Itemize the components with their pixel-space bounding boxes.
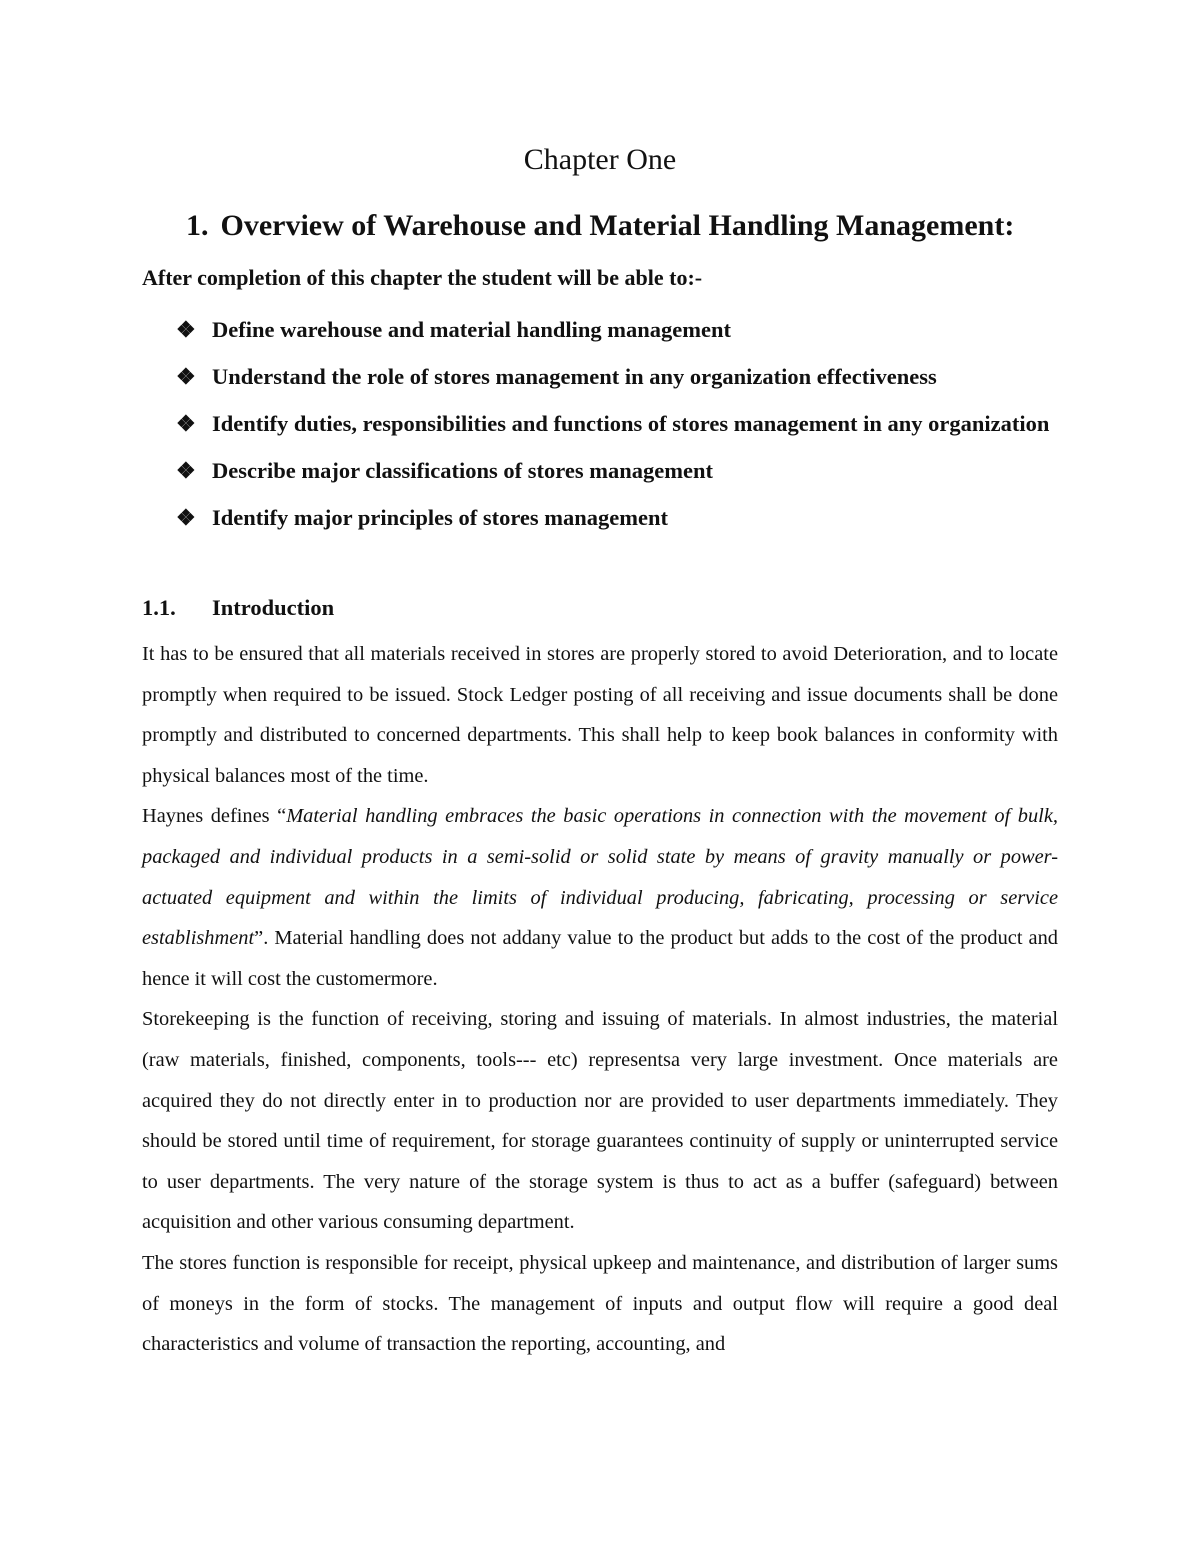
paragraph-3: Storekeeping is the function of receiving, storing and issuing of materials. In almost industries, the material (raw materials, finished, components, tools--- etc) representsa very large investment. Once materials are acquired they do not directly enter in to production nor are provided to user departments immediately. They should be stored until time of requirement, for storage guarantees continuity of supply or uninterrupted service to user departments. The very nature of the storage system is thus to act as a buffer (safeguard) between acquisition and other various consuming department.: [142, 1008, 1058, 1234]
diamond-bullet-icon: ❖: [176, 411, 196, 436]
diamond-bullet-icon: ❖: [176, 364, 196, 389]
objective-text: Describe major classifications of stores management: [212, 458, 713, 483]
objective-text: Identify major principles of stores management: [212, 505, 668, 530]
body-text: [142, 634, 1058, 1365]
paragraph-4: The stores function is responsible for receipt, physical upkeep and maintenance, and distribution of larger sums of moneys in the form of stocks. The management of inputs and output flow will require a good deal characteristics and volume of transaction the reporting, accounting, and: [142, 1251, 1058, 1356]
paragraph-2-lead: Haynes defines “: [142, 805, 287, 828]
chapter-title: Chapter One: [523, 143, 677, 176]
paragraph-1: It has to be ensured that all materials received in stores are properly stored to avoid Deterioration, and to locate promptly when required to be issued. Stock Ledger posting of all receiving and issue documents shall be done promptly and distributed to concerned departments. This shall help to keep book balances in conformity with physical balances most of the time.: [142, 643, 1058, 787]
objective-text: Identify duties, responsibilities and functions of stores management in any organization: [212, 411, 1050, 436]
diamond-bullet-icon: ❖: [176, 505, 196, 530]
diamond-bullet-icon: ❖: [176, 458, 196, 483]
paragraph-2-tail: ”. Material handling does not addany value to the product but adds to the cost of the product and hence it will cost the customermore.: [142, 927, 1058, 990]
list-item: [176, 494, 1076, 541]
main-heading-text: Overview of Warehouse and Material Handling Management:: [220, 209, 1015, 242]
paragraph-2: [142, 796, 1058, 999]
list-item: [176, 306, 1076, 353]
list-item: [176, 400, 1076, 447]
objective-text: Understand the role of stores management in any organization effectiveness: [212, 364, 937, 389]
diamond-bullet-icon: ❖: [176, 317, 196, 342]
objectives-intro: After completion of this chapter the student will be able to:-: [142, 265, 703, 290]
section-number: 1.1.: [142, 595, 176, 620]
main-heading-number: 1.: [186, 209, 209, 242]
main-heading: [186, 204, 1014, 248]
paragraph-2-quote: Material handling embraces the basic operations in connection with the movement of bulk, packaged and individual products in a semi-solid or solid state by means of gravity manually or power-actuated equipment and within the limits of individual producing, fabricating, processing or service establishment: [142, 805, 1058, 950]
objectives-list: [176, 306, 1076, 541]
section-heading: [142, 592, 334, 624]
list-item: [176, 447, 1076, 494]
objective-text: Define warehouse and material handling management: [212, 317, 731, 342]
section-title: Introduction: [212, 595, 335, 620]
list-item: [176, 353, 1076, 400]
